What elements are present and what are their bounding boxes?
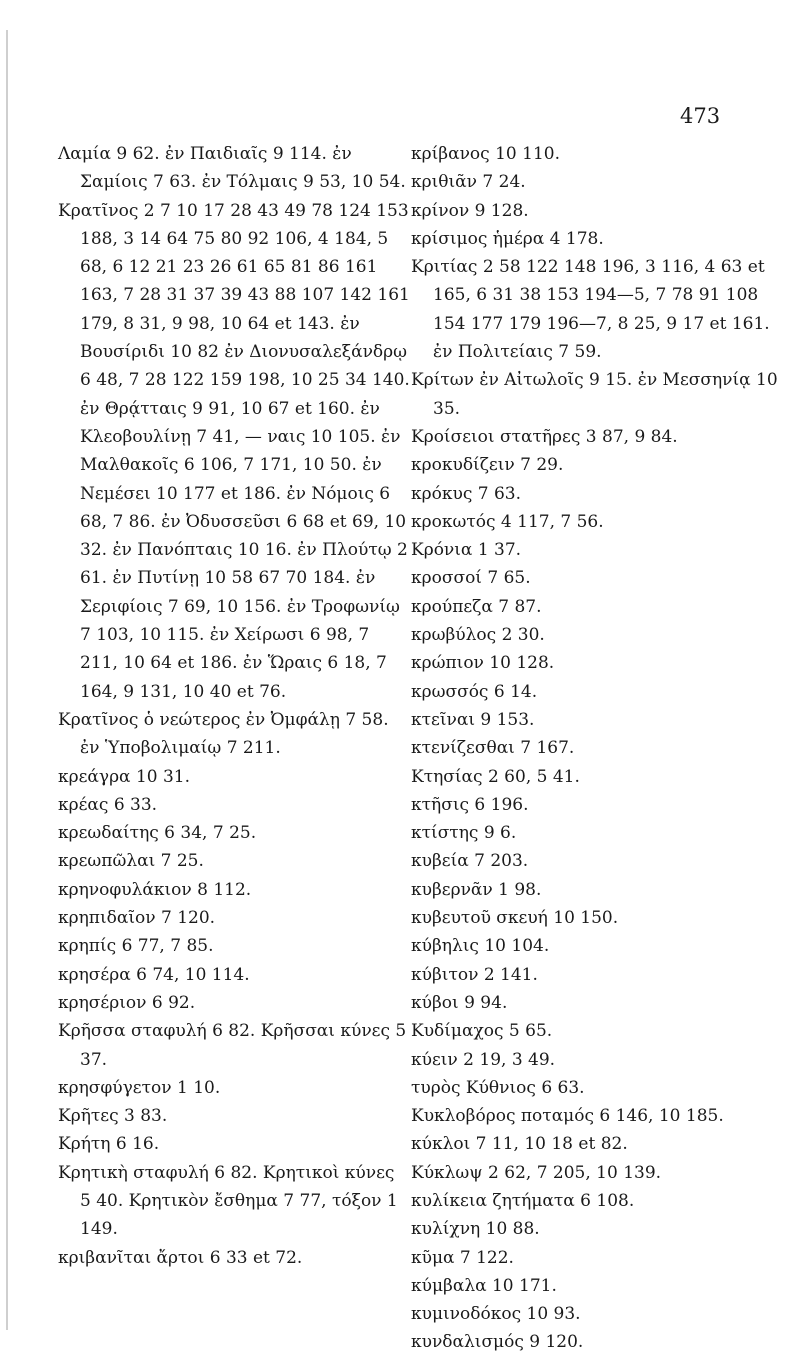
index-entry: κριβανῖται ἄρτοι 6 33 et 72. bbox=[58, 1247, 303, 1268]
index-entry: κρησέριον 6 92. bbox=[58, 992, 196, 1013]
index-entry: κύκλοι 7 11, 10 18 et 82. bbox=[411, 1134, 628, 1155]
index-entry: κρησέρα 6 74, 10 114. bbox=[58, 964, 250, 985]
index-entry: Κρήτη 6 16. bbox=[58, 1134, 160, 1155]
index-entry: κρωσσός 6 14. bbox=[411, 681, 538, 702]
index-entry: κυβεία 7 203. bbox=[411, 851, 529, 872]
index-entry: κυμινοδόκος 10 93. bbox=[411, 1304, 581, 1325]
index-entry: κρησφύγετον 1 10. bbox=[58, 1077, 221, 1098]
index-entry: κρίσιμος ἡμέρα 4 178. bbox=[411, 228, 604, 249]
index-entry: κυλίχνη 10 88. bbox=[411, 1219, 540, 1240]
index-entry: Κρίτων ἐν Αἰτωλοῖς 9 15. ἐν Μεσσηνίᾳ 10 35. bbox=[411, 370, 778, 419]
index-entry: κρεωδαίτης 6 34, 7 25. bbox=[58, 823, 257, 844]
index-entry: Λαμία 9 62. ἐν Παιδιαῖς 9 114. ἐν Σαμίοις 7 63. ἐν Τόλμαις 9 53, 10 54. bbox=[58, 144, 406, 193]
index-entry: κρούπεζα 7 87. bbox=[411, 596, 542, 617]
page-edge-shadow bbox=[6, 30, 8, 1330]
index-entry: κυβερνᾶν 1 98. bbox=[411, 879, 542, 900]
index-entry: κρόκυς 7 63. bbox=[411, 483, 521, 504]
index-entry: Κτησίας 2 60, 5 41. bbox=[411, 766, 580, 787]
index-entry: Κρῆσσα σταφυλή 6 82. Κρῆσσαι κύνες 5 37. bbox=[58, 1021, 407, 1070]
index-entry: κύβιτον 2 141. bbox=[411, 964, 538, 985]
index-column-right bbox=[411, 140, 791, 1357]
index-entry: κρίβανος 10 110. bbox=[411, 144, 560, 164]
index-entry: Κρῆτες 3 83. bbox=[58, 1106, 168, 1127]
index-entry: κύειν 2 19, 3 49. bbox=[411, 1049, 556, 1070]
index-entry: Κρατῖνος 2 7 10 17 28 43 49 78 124 153 188, 3 14 64 75 80 92 106, 4 184, 5 68, 6 12 21 23 26 61 65 81 86 161 163, 7 28 31 37 39 43 88 107 142 161 179, 8 31, 9 98, 10 64 et 143. ἐν Βουσίριδι 10 82 ἐν Διονυσαλεξάνδρῳ 6 48, 7 28 122 159 198, 10 25 34 140. ἐν Θρᾴτταις 9 91, 10 67 et 160. ἐν Κλεοβουλίνῃ 7 41, — ναις 10 105. ἐν Μαλθακοῖς 6 106, 7 171, 10 50. ἐν Νεμέσει 10 177 et 186. ἐν Νόμοις 6 68, 7 86. ἐν Ὀδυσσεῦσι 6 68 et 69, 10 32. ἐν Πανόπταις 10 16. ἐν Πλούτῳ 2 61. ἐν Πυτίνῃ 10 58 67 70 184. ἐν Σεριφίοις 7 69, 10 156. ἐν Τροφωνίῳ 7 103, 10 115. ἐν Χείρωσι 6 98, 7 211, 10 64 et 186. ἐν Ὥραις 6 18, 7 164, 9 131, 10 40 et 76. bbox=[58, 200, 410, 702]
index-entry: Κρητικὴ σταφυλή 6 82. Κρητικοὶ κύνες 5 40. Κρητικὸν ἔσθημα 7 77, τόξον 1 149. bbox=[58, 1162, 398, 1240]
index-entry: κυβευτοῦ σκευή 10 150. bbox=[411, 908, 619, 929]
index-entry: Κρόνια 1 37. bbox=[411, 540, 522, 561]
index-entry: κρηπίς 6 77, 7 85. bbox=[58, 936, 214, 957]
index-entry: Κρατῖνος ὁ νεώτερος ἐν Ὀμφάλῃ 7 58. ἐν Ὑποβολιμαίῳ 7 211. bbox=[58, 709, 389, 759]
index-entry: κρηπιδαῖον 7 120. bbox=[58, 908, 216, 929]
index-entry: κτεῖναι 9 153. bbox=[411, 709, 535, 730]
index-entry: τυρὸς Κύθνιος 6 63. bbox=[411, 1077, 585, 1098]
index-entry: Κυδίμαχος 5 65. bbox=[411, 1021, 553, 1042]
index-entry: κύμβαλα 10 171. bbox=[411, 1275, 557, 1296]
index-entry: κύβηλις 10 104. bbox=[411, 936, 550, 957]
index-entry: κριθιᾶν 7 24. bbox=[411, 172, 526, 193]
index-entry: κῦμα 7 122. bbox=[411, 1247, 514, 1268]
index-entry: Κύκλωψ 2 62, 7 205, 10 139. bbox=[411, 1162, 662, 1183]
index-entry: κύβοι 9 94. bbox=[411, 992, 508, 1013]
index-column-left bbox=[58, 140, 410, 1272]
index-entry: κτίστης 9 6. bbox=[411, 823, 517, 844]
index-entry: Κροίσειοι στατῆρες 3 87, 9 84. bbox=[411, 426, 678, 447]
index-entry: κροκυδίζειν 7 29. bbox=[411, 455, 564, 476]
index-entry: κρίνον 9 128. bbox=[411, 200, 529, 221]
index-entry: κρώπιον 10 128. bbox=[411, 653, 555, 674]
index-entry: κρέας 6 33. bbox=[58, 794, 158, 815]
index-entry: κρωβύλος 2 30. bbox=[411, 625, 545, 646]
index-entry: κροκωτός 4 117, 7 56. bbox=[411, 511, 604, 532]
index-entry: κυνδαλισμός 9 120. bbox=[411, 1332, 584, 1353]
index-entry: κρεάγρα 10 31. bbox=[58, 766, 191, 787]
page-number: 473 bbox=[680, 104, 721, 128]
index-entry: κροσσοί 7 65. bbox=[411, 568, 531, 589]
index-entry: κρεωπῶλαι 7 25. bbox=[58, 851, 204, 872]
index-entry: κρηνοφυλάκιον 8 112. bbox=[58, 879, 252, 900]
index-entry: Κυκλοβόρος ποταμός 6 146, 10 185. bbox=[411, 1106, 724, 1127]
index-entry: κτῆσις 6 196. bbox=[411, 794, 529, 815]
index-entry: κυλίκεια ζητήματα 6 108. bbox=[411, 1190, 635, 1211]
index-entry: Κριτίας 2 58 122 148 196, 3 116, 4 63 et 165, 6 31 38 153 194—5, 7 78 91 108 154 177 179 196—7, 8 25, 9 17 et 161. ἐν Πολιτείαις 7 59. bbox=[411, 257, 770, 363]
index-entry: κτενίζεσθαι 7 167. bbox=[411, 738, 575, 759]
